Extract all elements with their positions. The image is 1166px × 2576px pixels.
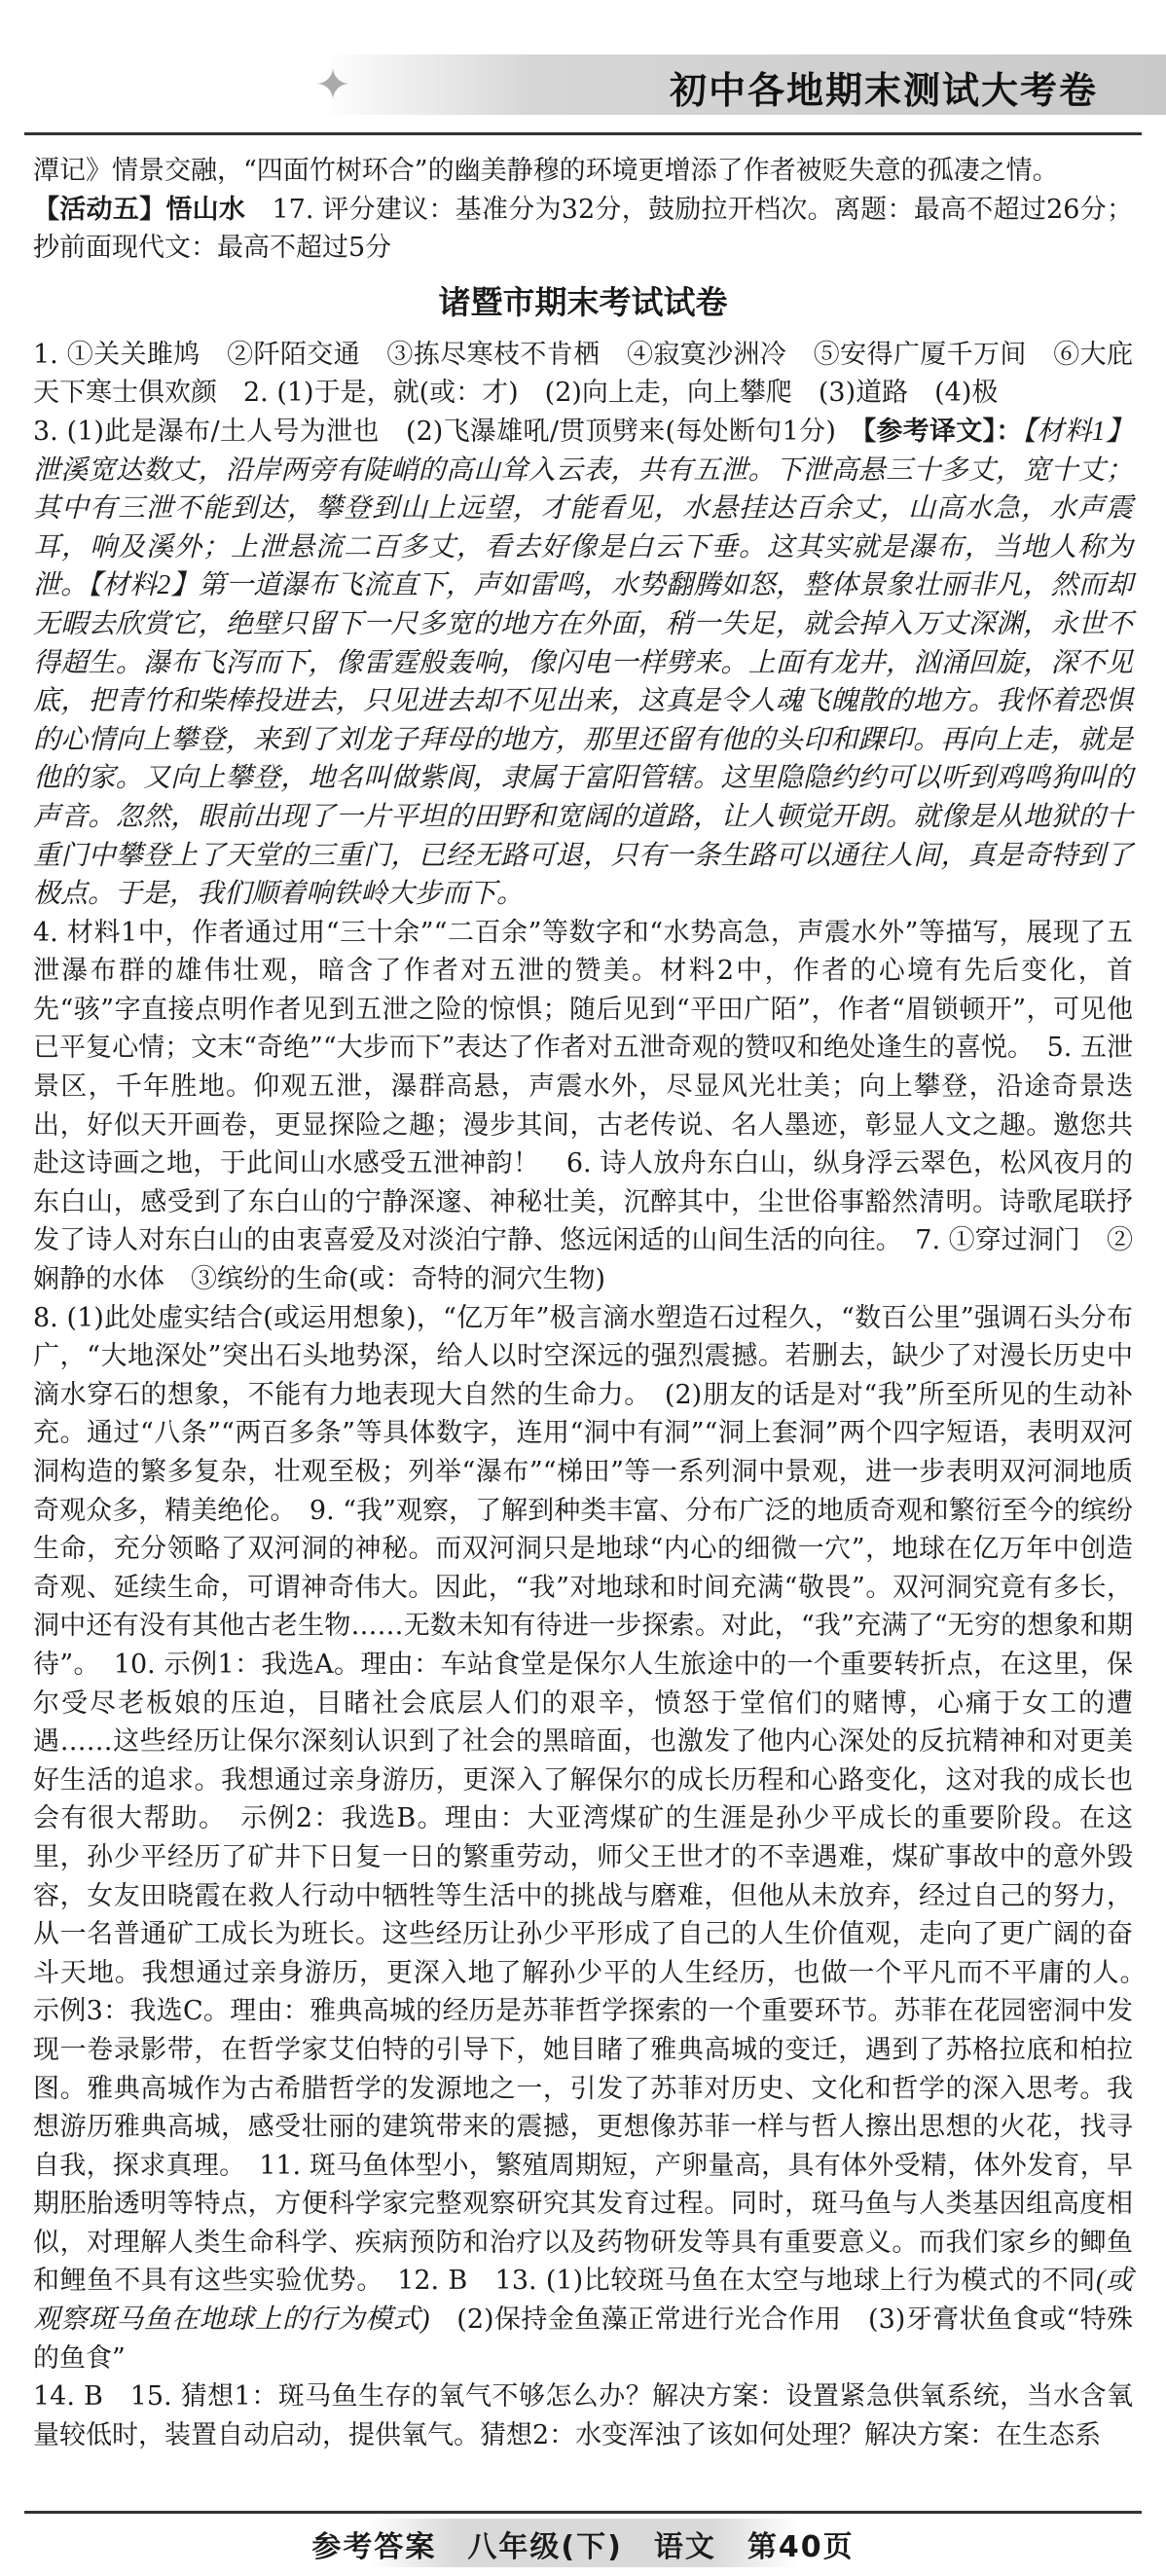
activity-text: 17. 评分建议：基准分为32分，鼓励拉开档次。离题：最高不超过26分；抄前面现代文：最高不超过5分 [33, 194, 1134, 264]
footer-text: 参考答案 八年级(下) 语文 第40页 [311, 2530, 855, 2564]
header-divider [24, 132, 1142, 135]
prev-section-text: 潭记》情景交融，“四面竹树环合”的幽美静穆的环境更增添了作者被贬失意的孤凄之情。 [33, 156, 1059, 186]
answer-content [33, 152, 1159, 2454]
answer-1-2: 1. ①关关雎鸠 ②阡陌交通 ③拣尽寒枝不肯栖 ④寂寞沙洲冷 ⑤安得广厦千万间 ⑥大庇天下寒士俱欢颜 2. (1)于是，就(或：才) (2)向上走，向上攀爬 (3)道路 (4)极 [33, 339, 1133, 409]
answer-13-note: (或观察斑马鱼在地球上的行为模式) [33, 2266, 1133, 2336]
translation-text: 【材料1】泄溪宽达数丈，沿岸两旁有陡峭的高山耸入云表，共有五泄。下泄高悬三十多丈，宽十丈；其中有三泄不能到达，攀登到山上远望，才能看见，水悬挂达百余丈，山高水急，水声震耳，响及溪外；上泄悬流二百多丈，看去好像是白云下垂。这其实就是瀑布，当地人称为泄。【材料2】第一道瀑布飞流直下，声如雷鸣，水势翻腾如怒，整体景象壮丽非凡，然而却无暇去欣赏它，绝壁只留下一尺多宽的地方在外面，稍一失足，就会掉入万丈深渊，永世不得超生。瀑布飞泻而下，像雷霆般轰响，像闪电一样劈来。上面有龙井，汹涌回旋，深不见底，把青竹和柴棒投进去，只见进去却不见出来，这真是令人魂飞魄散的地方。我怀着恐惧的心情向上攀登，来到了刘龙子拜母的地方，那里还留有他的头印和踝印。再向上走，就是他的家。又向上攀登，地名叫做紫阆，隶属于富阳管辖。这里隐隐约约可以听到鸡鸣狗叫的声音。忽然，眼前出现了一片平坦的田野和宽阔的道路，让人顿觉开朗。就像是从地狱的十重门中攀登上了天堂的三重门，已经无路可退，只有一条生路可以通往人间，真是奇特到了极点。于是，我们顺着响铁岭大步而下。 [33, 416, 1133, 910]
page-footer [0, 2511, 1166, 2576]
translation-tag: 【参考译文】： [862, 416, 1023, 447]
answer-4-7: 4. 材料1中，作者通过用“三十余”“二百余”等数字和“水势高急，声震水外”等描写，展现了五泄瀑布群的雄伟壮观，暗含了作者对五泄的赞美。材料2中，作者的心境有先后变化，首先“骇”字直接点明作者见到五泄之险的惊惧；随后见到“平田广陌”，作者“眉锁顿开”，可见他已平复心情；文末“奇绝”“大步而下”表达了作者对五泄奇观的赞叹和绝处逢生的喜悦。 5. 五泄景区，千年胜地。仰观五泄，瀑群高悬，声震水外，尽显风光壮美；向上攀登，沿途奇景迭出，好似天开画卷，更显探险之趣；漫步其间，古老传说、名人墨迹，彰显人文之趣。邀您共赴这诗画之地，于此间山水感受五泄神韵！ 6. 诗人放舟东白山，纵身浮云翠色，松风夜月的东白山，感受到了东白山的宁静深邃、神秘壮美，沉醉其中，尘世俗事豁然清明。诗歌尾联抒发了诗人对东白山的由衷喜爱及对淡泊宁静、悠远闲适的山间生活的向往。 7. ①穿过洞门 ②娴静的水体 ③缤纷的生命(或：奇特的洞穴生物) [33, 917, 1133, 1295]
header-title: 初中各地期末测试大考卷 [669, 69, 1098, 112]
answer-8-13 [33, 1299, 1159, 2378]
footer-divider [24, 2511, 1142, 2514]
answer-3 [33, 413, 1133, 914]
star-icon: ✦ [314, 60, 351, 110]
answer-3-head: 3. (1)此是瀑布/土人号为泄也 (2)飞瀑雄吼/贯顶劈来(每处断句1分) [33, 416, 863, 447]
prev-section-activity [33, 191, 1133, 268]
section-title: 诸暨市期末考试试卷 [438, 282, 728, 321]
page-header [0, 0, 1166, 144]
answer-13-rest: (2)保持金鱼藻正常进行光合作用 (3)牙膏状鱼食或“特殊的鱼食” [33, 2304, 1134, 2374]
activity-tag: 【活动五】悟山水 [33, 194, 246, 225]
answer-8-13-text: 8. (1)此处虚实结合(或运用想象)，“亿万年”极言滴水塑造石过程久，“数百公里”强调石头分布广，“大地深处”突出石头地势深，给人以时空深远的强烈震撼。若删去，缺少了对漫长历史中滴水穿石的想象，不能有力地表现大自然的生命力。 (2)朋友的话是对“我”所至所见的生动补充。通过“八条”“两百多条”等具体数字，连用“洞中有洞”“洞上套洞”两个四字短语，表明双河洞构造的繁多复杂，壮观至极；列举“瀑布”“梯田”等一系列洞中景观，进一步表明双河洞地质奇观众多，精美绝伦。 9. “我”观察，了解到种类丰富、分布广泛的地质奇观和繁衍至今的缤纷生命，充分领略了双河洞的神秘。而双河洞只是地球“内心的细微一穴”，地球在亿万年中创造奇观、延续生命，可谓神奇伟大。因此，“我”对地球和时间充满“敬畏”。双河洞究竟有多长，洞中还有没有其他古老生物……无数未知有待进一步探索。对此，“我”充满了“无穷的想象和期待”。 10. 示例1：我选A。理由：车站食堂是保尔人生旅途中的一个重要转折点，在这里，保尔受尽老板娘的压迫，目睹社会底层人们的艰辛，愤怒于堂倌们的赌博，心痛于女工的遭遇……这些经历让保尔深刻认识到了社会的黑暗面，也激发了他内心深处的反抗精神和对更美好生活的追求。我想通过亲身游历，更深入了解保尔的成长历程和心路变化，这对我的成长也会有很大帮助。 示例2：我选B。理由：大亚湾煤矿的生涯是孙少平成长的重要阶段。在这里，孙少平经历了矿井下日复一日的繁重劳动，师父王世才的不幸遇难，煤矿事故中的意外毁容，女友田晓霞在救人行动中牺牲等生活中的挑战与磨难，但他从未放弃，经过自己的努力，从一名普通矿工成长为班长。这些经历让孙少平形成了自己的人生价值观，走向了更广阔的奋斗天地。我想通过亲身游历，更深入地了解孙少平的人生经历，也做一个平凡而不平庸的人。 示例3：我选C。理由：雅典高城的经历是苏菲哲学探索的一个重要环节。苏菲在花园密洞中发现一卷录影带，在哲学家艾伯特的引导下，她目睹了雅典高城的变迁，遇到了苏格拉底和柏拉图。雅典高城作为古希腊哲学的发源地之一，引发了苏菲对历史、文化和哲学的深入思考。我想游历雅典高城，感受壮丽的建筑带来的震撼，更想像苏菲一样与哲人擦出思想的火花，找寻自我，探求真理。 11. 斑马鱼体型小，繁殖周期短，产卵量高，具有体外受精，体外发育，早期胚胎透明等特点，方便科学家完整观察研究其发育过程。同时，斑马鱼与人类基因组高度相似，对理解人类生命科学、疾病预防和治疗以及药物研发等具有重要意义。而我们家乡的鲫鱼和鲤鱼不具有这些实验优势。 12. B 13. (1)比较斑马鱼在太空与地球上行为模式的不同 [33, 1302, 1159, 2297]
answer-14-15: 14. B 15. 猜想1：斑马鱼生存的氧气不够怎么办？解决方案：设置紧急供氧系统，当水含氧量较低时，装置自动启动，提供氧气。猜想2：水变浑浊了该如何处理？解决方案：在生态系 [33, 2381, 1133, 2450]
